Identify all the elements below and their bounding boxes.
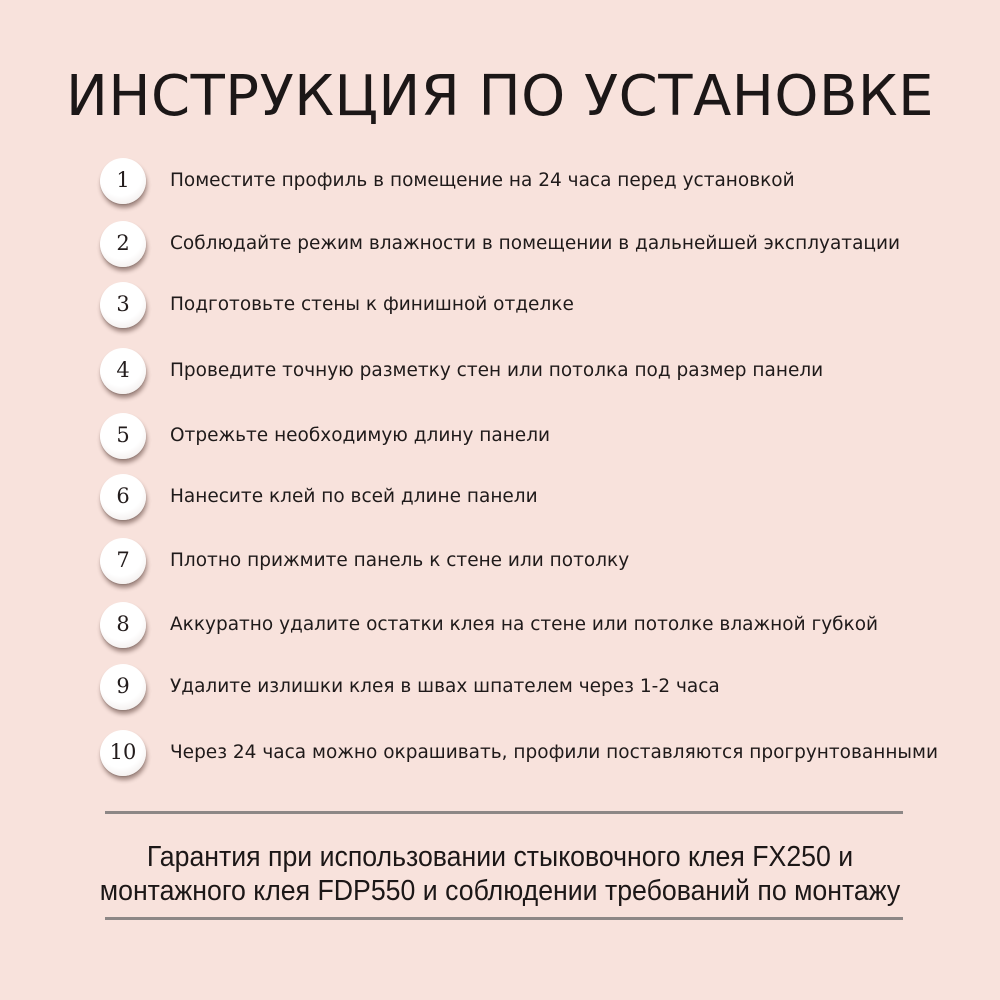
step-text: Плотно прижмите панель к стене или потолку <box>170 550 630 571</box>
page-title: ИНСТРУКЦИЯ ПО УСТАНОВКЕ <box>65 64 934 129</box>
step-item <box>100 664 980 714</box>
step-item <box>100 282 980 332</box>
step-text: Подготовьте стены к финишной отделке <box>170 294 574 315</box>
step-item <box>100 538 980 588</box>
guarantee-line-1: Гарантия при использовании стыковочного клея FX250 и <box>146 841 854 873</box>
step-item <box>100 602 980 652</box>
step-number: 6 <box>116 484 130 508</box>
step-item <box>100 158 980 208</box>
divider-top <box>105 811 903 814</box>
step-text: Отрежьте необходимую длину панели <box>170 425 551 446</box>
step-item <box>100 730 980 780</box>
step-text: Через 24 часа можно окрашивать, профили поставляются прогрунтованными <box>170 742 939 763</box>
step-text: Нанесите клей по всей длине панели <box>170 486 538 507</box>
step-item <box>100 413 980 463</box>
divider-bottom <box>105 917 903 920</box>
step-item <box>100 474 980 524</box>
step-number: 8 <box>116 612 130 636</box>
step-text: Поместите профиль в помещение на 24 часа перед установкой <box>170 170 795 191</box>
step-text: Аккуратно удалите остатки клея на стене или потолке влажной губкой <box>170 614 879 635</box>
step-number: 7 <box>116 548 130 572</box>
step-number: 10 <box>109 740 137 764</box>
step-item <box>100 348 980 398</box>
step-number: 2 <box>116 231 130 255</box>
step-number: 1 <box>116 168 130 192</box>
step-text: Соблюдайте режим влажности в помещении в дальнейшей эксплуатации <box>170 233 901 254</box>
guarantee-line-2: монтажного клея FDP550 и соблюдении требований по монтажу <box>99 875 901 907</box>
step-number: 4 <box>116 358 130 382</box>
step-text: Проведите точную разметку стен или потолка под размер панели <box>170 360 824 381</box>
step-number: 5 <box>116 423 130 447</box>
guarantee-note <box>40 840 960 908</box>
step-text: Удалите излишки клея в швах шпателем через 1-2 часа <box>170 676 720 697</box>
step-number: 3 <box>116 292 130 316</box>
step-item <box>100 221 980 271</box>
step-number: 9 <box>116 674 130 698</box>
